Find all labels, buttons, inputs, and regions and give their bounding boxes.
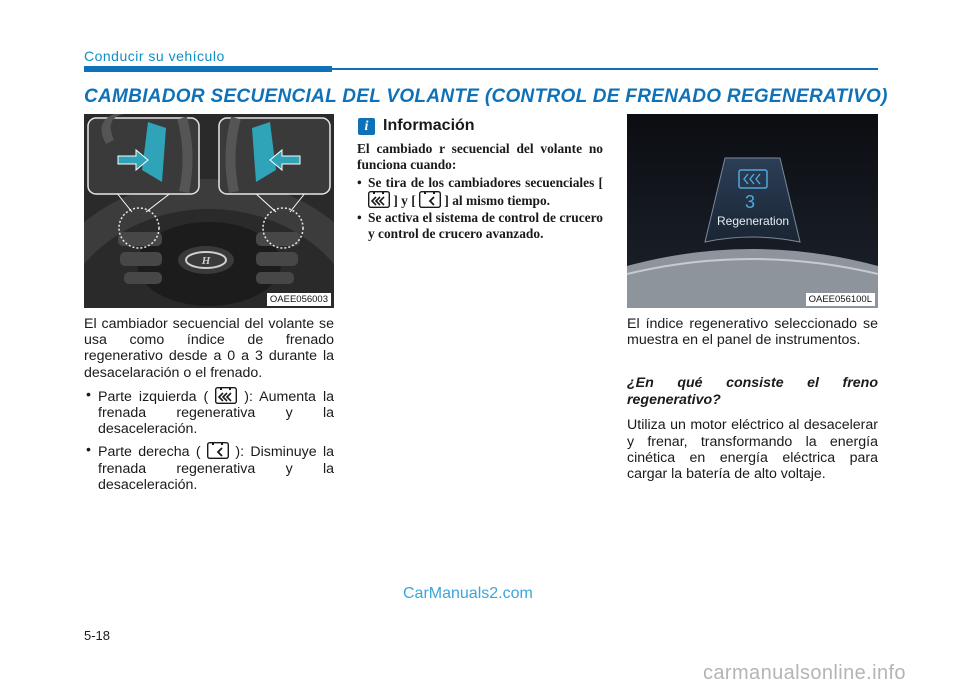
regen-explanation: Utiliza un motor eléctrico al desacelerar y frenar, transformando la energía cinética en energía eléctrica para cargar la batería de alto voltaje. xyxy=(627,417,878,483)
subheading: ¿En qué consiste el freno regenerativo? xyxy=(627,375,878,409)
info-bullet-1-suffix: ] al mismo tiempo. xyxy=(444,192,551,208)
regen-decrease-icon xyxy=(419,191,441,208)
section-label: Conducir su vehículo xyxy=(84,48,225,64)
figure-code: OAEE056003 xyxy=(267,293,331,306)
steering-wheel-figure xyxy=(84,114,334,308)
header-rule-thin xyxy=(332,68,878,70)
header-rule-thick xyxy=(84,66,332,72)
info-text xyxy=(357,141,603,244)
bullet-left-text: ): Aumenta la frenada regenerativa y la desaceleración. xyxy=(98,388,334,438)
bullet-left-prefix: Parte izquierda ( xyxy=(98,388,209,405)
info-bullet-2 xyxy=(357,210,603,241)
cluster-display-figure xyxy=(627,114,878,308)
regeneration-label: Regeneration xyxy=(717,214,790,228)
regen-increase-icon xyxy=(368,191,390,208)
page-title: CAMBIADOR SECUENCIAL DEL VOLANTE (CONTROL DE FRENADO REGENERATIVO) xyxy=(84,86,888,107)
regen-increase-icon xyxy=(215,387,237,404)
bullet-right-prefix: Parte derecha ( xyxy=(98,444,201,461)
bullet-right-text: ): Disminuye la frenada regenerativa y la desaceleración. xyxy=(98,444,334,493)
page-number: 5-18 xyxy=(84,628,111,643)
svg-text:H: H xyxy=(201,255,211,267)
regen-decrease-icon xyxy=(207,442,229,459)
info-bullet-1 xyxy=(357,175,603,208)
info-lead: El cambiado r secuencial del volante no funciona cuando: xyxy=(357,141,603,172)
regeneration-level: 3 xyxy=(745,192,756,212)
right-column-text xyxy=(627,316,878,488)
intro-paragraph: El cambiador secuencial del volante se usa como índice de frenado regenerativo desde a 0 a 3 durante la desacelaración o el frenado. xyxy=(84,316,334,381)
watermark-carmanuals2: CarManuals2.com xyxy=(403,585,533,602)
steering-wheel-illustration xyxy=(84,114,334,308)
info-bullet-1-mid: ] y [ xyxy=(393,192,416,208)
figure-code: OAEE056100L xyxy=(806,293,875,306)
info-title: Información xyxy=(383,117,475,134)
left-column-text xyxy=(84,316,334,498)
bullet-right-paddle xyxy=(84,442,334,493)
cluster-caption: El índice regenerativo seleccionado se muestra en el panel de instrumentos. xyxy=(627,316,878,349)
info-icon: i xyxy=(358,118,375,135)
watermark-carmanualsonline: carmanualsonline.info xyxy=(703,662,906,684)
info-bullet-2-text: Se activa el sistema de control de crucero y control de crucero avanzado. xyxy=(368,210,603,241)
info-bullet-1-prefix: Se tira de los cambiadores secuenciales [ xyxy=(368,175,603,191)
bullet-left-paddle xyxy=(84,387,334,438)
